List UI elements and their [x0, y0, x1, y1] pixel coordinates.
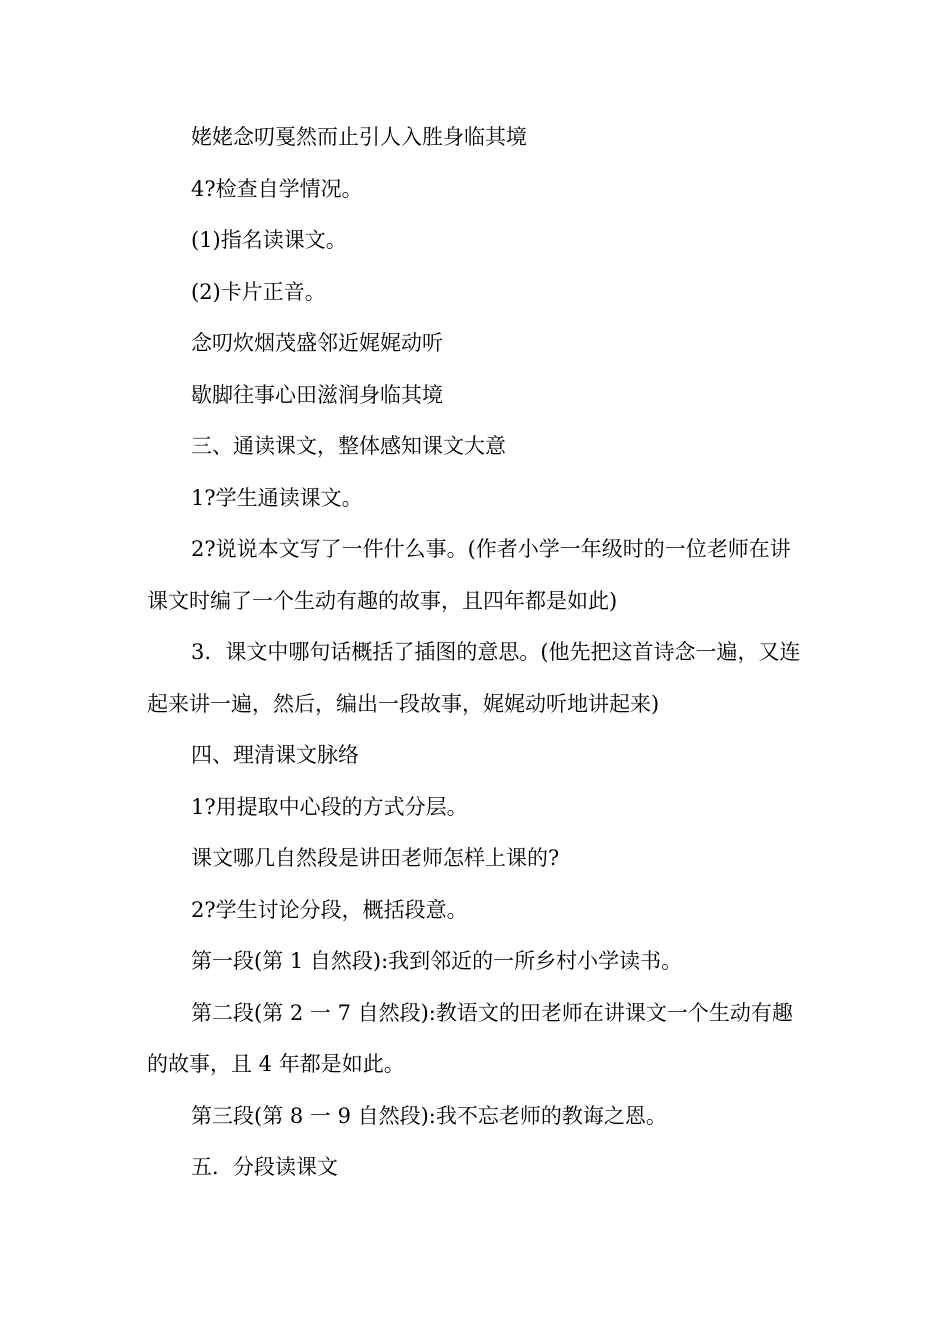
section-heading-4: 四、理清课文脉络: [191, 743, 359, 767]
paragraph-story-summary: 2?说说本文写了一件什么事。(作者小学一年级时的一位老师在讲课文时编了一个生动有趣的故事，且四年都是如此): [147, 537, 791, 613]
paragraph-section-1: 第一段(第 1 自然段):我到邻近的一所乡村小学读书。: [191, 949, 683, 973]
paragraph-students-read: 1?学生通读课文。: [191, 485, 363, 510]
section-heading-5: 五．分段读课文: [191, 1155, 338, 1179]
paragraph-read-aloud: (1)指名读课文。: [191, 228, 347, 252]
document-body: [147, 112, 807, 1194]
paragraph-section-3: 第三段(第 8 一 9 自然段):我不忘老师的教诲之恩。: [191, 1103, 667, 1128]
paragraph-question: 课文哪几自然段是讲田老师怎样上课的?: [191, 846, 560, 870]
paragraph-discuss-sections: 2?学生讨论分段，概括段意。: [191, 897, 468, 922]
paragraph-layering-method: 1?用提取中心段的方式分层。: [191, 794, 468, 819]
section-heading-3: 三、通读课文，整体感知课文大意: [191, 434, 506, 458]
paragraph-check-self-study: 4?检查自学情况。: [191, 176, 363, 201]
paragraph-vocabulary-list: 姥姥念叨戛然而止引人入胜身临其境: [191, 125, 527, 149]
paragraph-card-pronunciation: (2)卡片正音。: [191, 279, 326, 304]
paragraph-section-2: 第二段(第 2 一 7 自然段):教语文的田老师在讲课文一个生动有趣的故事，且 4 年都是如此。: [147, 1000, 793, 1076]
paragraph-word-cards-2: 歇脚往事心田滋润身临其境: [191, 382, 443, 407]
paragraph-illustration-sentence: 3．课文中哪句话概括了插图的意思。(他先把这首诗念一遍，又连起来讲一遍，然后，编出一段故事，娓娓动听地讲起来): [147, 640, 801, 716]
paragraph-word-cards-1: 念叨炊烟茂盛邻近娓娓动听: [191, 331, 443, 355]
